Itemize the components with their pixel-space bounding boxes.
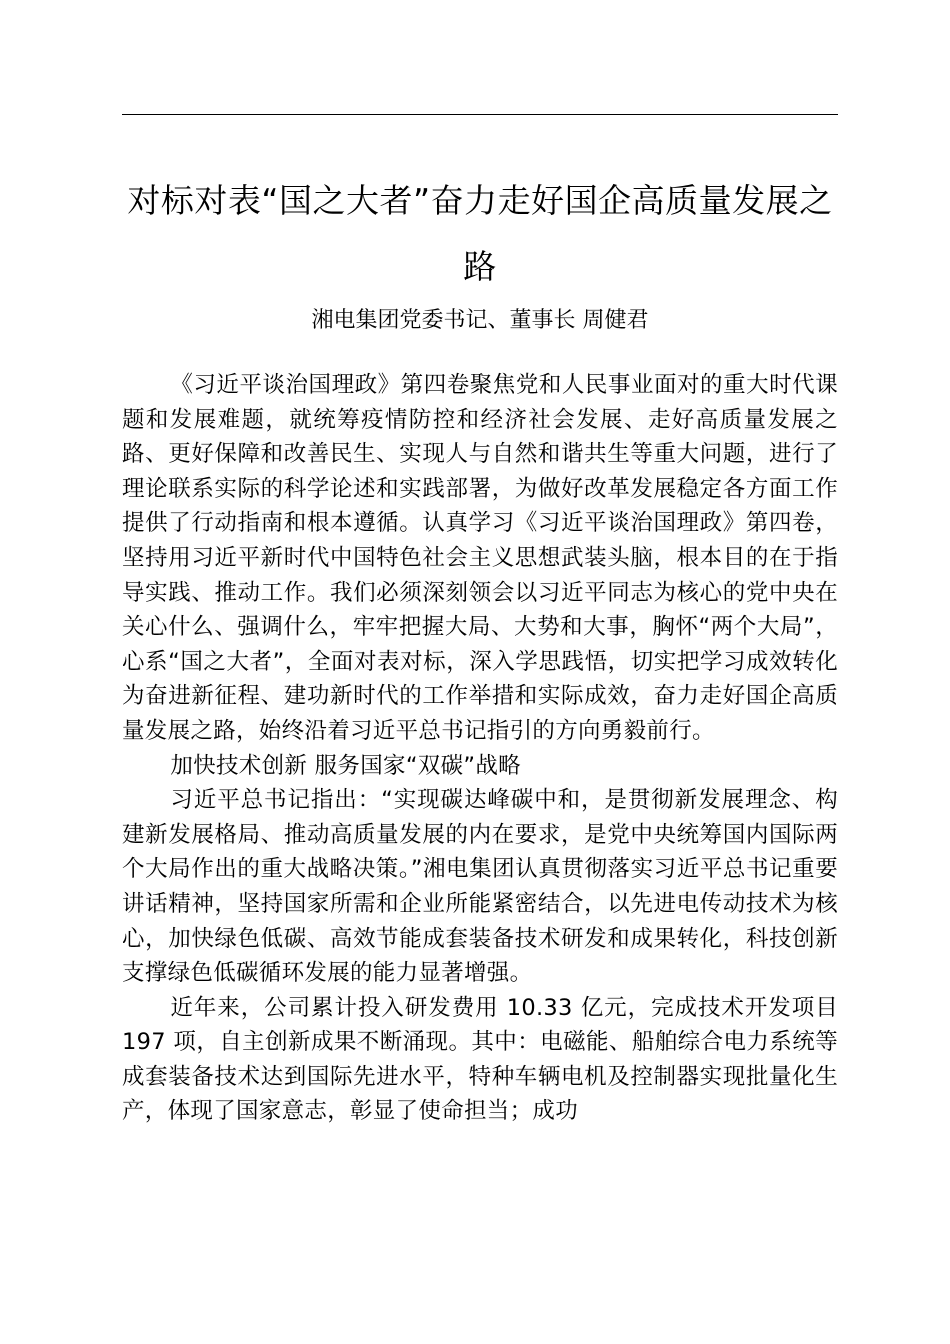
article-body (122, 368, 838, 1129)
header-rule (122, 114, 838, 115)
section-heading: 加快技术创新 服务国家“双碳”战略 (170, 752, 521, 779)
paragraph-quote: 习近平总书记指出：“实现碳达峰碳中和，是贯彻新发展理念、构建新发展格局、推动高质量发展的内在要求，是党中央统筹国内国际两个大局作出的重大战略决策。”湘电集团认真贯彻落实习近平总书记重要讲话精神，坚持国家所需和企业所能紧密结合，以先进电传动技术为核心，加快绿色低碳、高效节能成套装备技术研发和成果转化，科技创新支撑绿色低碳循环发展的能力显著增强。 (122, 787, 838, 987)
paragraph-achievements: 近年来，公司累计投入研发费用 10.33 亿元，完成技术开发项目 197 项，自主创新成果不断涌现。其中：电磁能、船舶综合电力系统等成套装备技术达到国际先进水平，特种车辆电机及控制器实现批量化生产，体现了国家意志，彰显了使命担当；成功 (122, 994, 838, 1125)
paragraph-intro: 《习近平谈治国理政》第四卷聚焦党和人民事业面对的重大时代课题和发展难题，就统筹疫情防控和经济社会发展、走好高质量发展之路、更好保障和改善民生、实现人与自然和谐共生等重大问题，进行了理论联系实际的科学论述和实践部署，为做好改革发展稳定各方面工作提供了行动指南和根本遵循。认真学习《习近平谈治国理政》第四卷，坚持用习近平新时代中国特色社会主义思想武装头脑，根本目的在于指导实践、推动工作。我们必须深刻领会以习近平同志为核心的党中央在关心什么、强调什么，牢牢把握大局、大势和大事，胸怀“两个大局”，心系“国之大者”，全面对表对标，深入学思践悟，切实把学习成效转化为奋进新征程、建功新时代的工作举措和实际成效，奋力走好国企高质量发展之路，始终沿着习近平总书记指引的方向勇毅前行。 (122, 372, 838, 744)
author-byline: 湘电集团党委书记、董事长 周健君 (311, 308, 649, 333)
article-title: 对标对表“国之大者”奋力走好国企高质量发展之路 (127, 181, 833, 286)
